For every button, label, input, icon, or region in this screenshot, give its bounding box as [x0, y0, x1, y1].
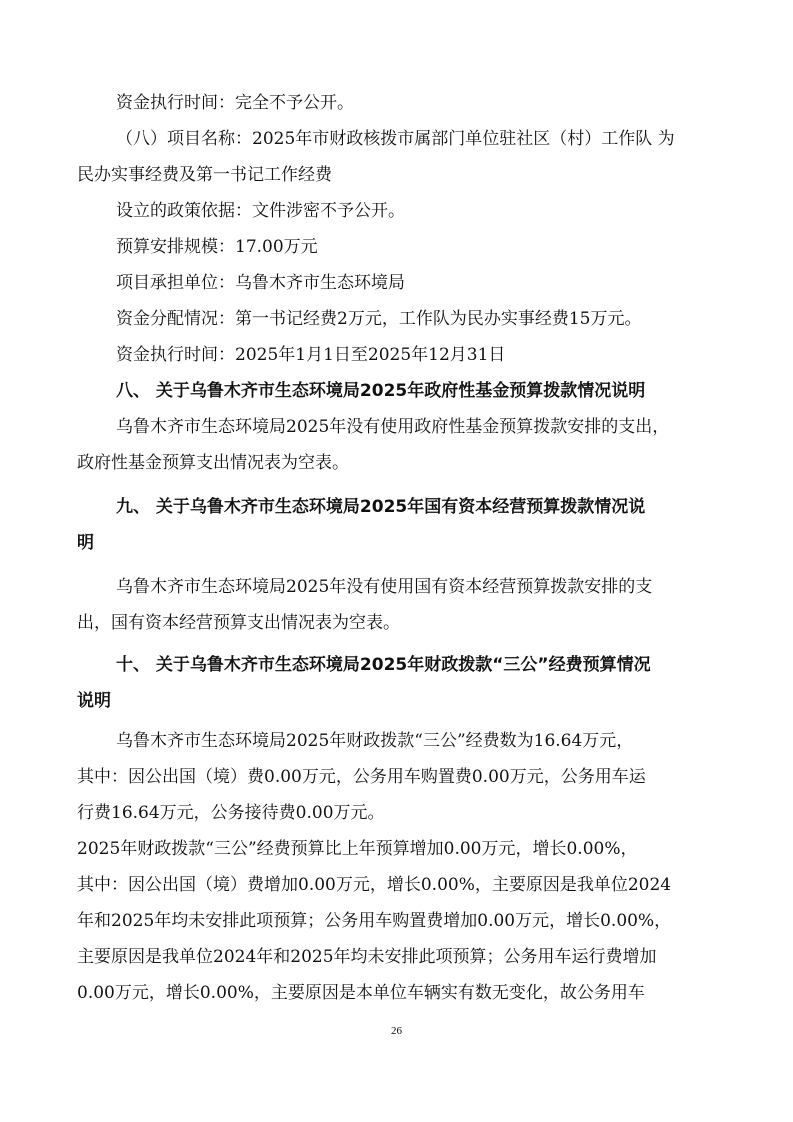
paragraph-line: 资金分配情况：第一书记经费2万元，工作队为民办实事经费15万元。	[116, 309, 642, 329]
paragraph-line: 民办实事经费及第一书记工作经费	[77, 165, 332, 185]
paragraph-line: 资金执行时间：完全不予公开。	[116, 93, 354, 113]
paragraph-line: 乌鲁木齐市生态环境局2025年财政拨款“三公”经费数为16.64万元，	[116, 731, 634, 751]
paragraph-line: 出，国有资本经营预算支出情况表为空表。	[77, 613, 400, 633]
section-heading: 八、 关于乌鲁木齐市生态环境局2025年政府性基金预算拨款情况说明	[116, 381, 646, 401]
paragraph-line: 预算安排规模：17.00万元	[116, 237, 318, 257]
paragraph-line: 主要原因是我单位2024年和2025年均未安排此项预算；公务用车运行费增加	[77, 947, 657, 967]
paragraph-line: 乌鲁木齐市生态环境局2025年没有使用国有资本经营预算拨款安排的支	[116, 577, 653, 597]
paragraph-line: 乌鲁木齐市生态环境局2025年没有使用政府性基金预算拨款安排的支出，	[116, 417, 670, 437]
paragraph-line: 政府性基金预算支出情况表为空表。	[77, 453, 349, 473]
paragraph-line: 资金执行时间：2025年1月1日至2025年12月31日	[116, 345, 506, 365]
paragraph-line: 其中：因公出国（境）费增加0.00万元，增长0.00%，主要原因是我单位2024	[77, 875, 672, 895]
paragraph-line: 行费16.64万元，公务接待费0.00万元。	[77, 803, 385, 823]
paragraph-line: 其中：因公出国（境）费0.00万元，公务用车购置费0.00万元，公务用车运	[77, 767, 646, 787]
paragraph-line: 项目承担单位：乌鲁木齐市生态环境局	[116, 273, 405, 293]
section-heading: 十、 关于乌鲁木齐市生态环境局2025年财政拨款“三公”经费预算情况	[116, 655, 651, 675]
paragraph-line: 年和2025年均未安排此项预算；公务用车购置费增加0.00万元，增长0.00%，	[77, 911, 672, 931]
paragraph-line: （八）项目名称：2025年市财政核拨市属部门单位驻社区（村）工作队 为	[116, 129, 675, 149]
paragraph-line: 0.00万元，增长0.00%，主要原因是本单位车辆实有数无变化，故公务用车	[77, 983, 645, 1003]
paragraph-line: 设立的政策依据：文件涉密不予公开。	[116, 201, 405, 221]
section-heading: 说明	[77, 691, 111, 711]
section-heading: 九、 关于乌鲁木齐市生态环境局2025年国有资本经营预算拨款情况说	[116, 497, 646, 517]
paragraph-line: 2025年财政拨款“三公”经费预算比上年预算增加0.00万元，增长0.00%，	[77, 839, 638, 859]
section-heading: 明	[77, 533, 94, 553]
page-number: 26	[391, 1025, 402, 1037]
